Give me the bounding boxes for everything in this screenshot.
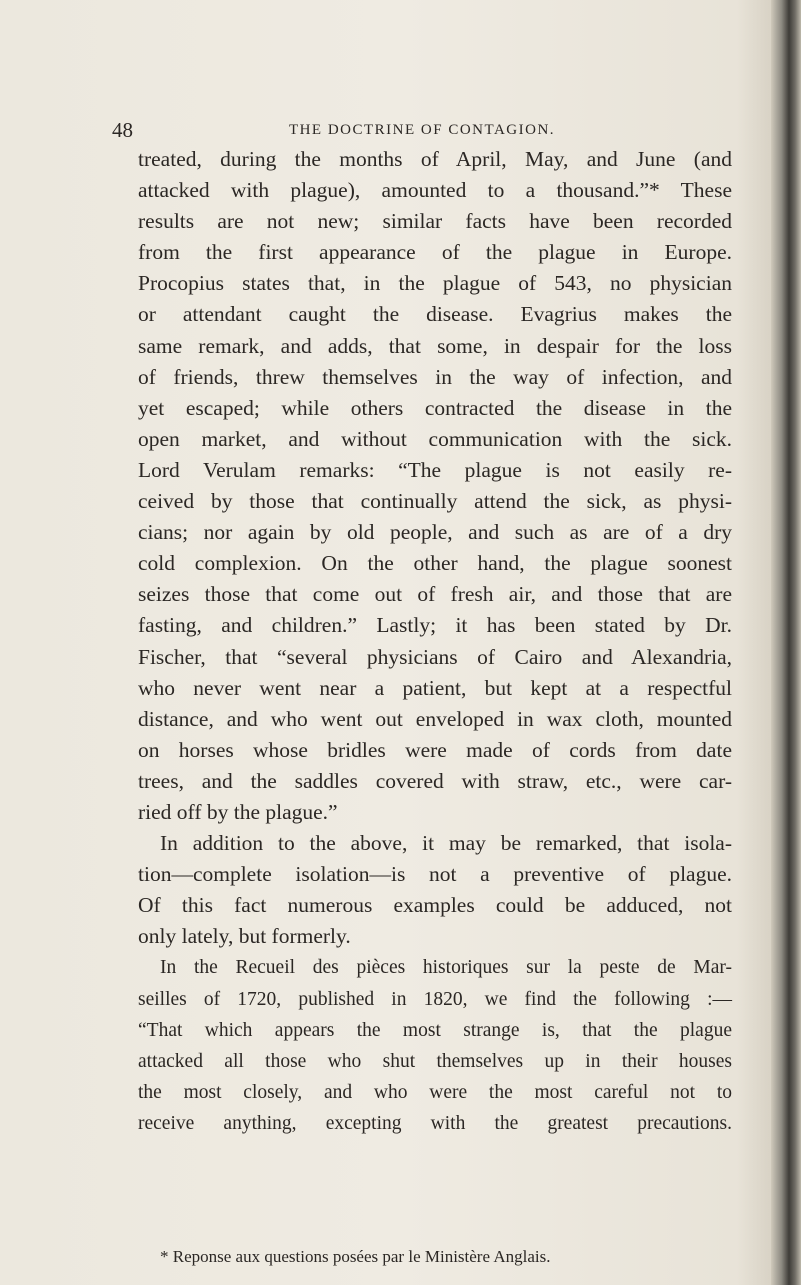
book-gutter (771, 0, 801, 1285)
text-line: who never went near a patient, but kept at a respectful (138, 675, 732, 700)
text-line: tion—complete isolation—is not a preventive of plague. (138, 862, 732, 887)
text-line: treated, during the months of April, May, and June (and (138, 147, 732, 171)
text-line: of friends, threw themselves in the way of infection, and (138, 364, 732, 389)
text-line: “That which appears the most strange is, that the plague (138, 1019, 732, 1041)
text-line: In the Recueil des pièces historiques sur la peste de Mar- (160, 957, 732, 979)
text-line: seilles of 1720, published in 1820, we find the following :— (138, 988, 732, 1010)
text-line: yet escaped; while others contracted the disease in the (138, 395, 732, 420)
page-number: 48 (112, 118, 133, 142)
text-line: from the first appearance of the plague in Europe. (138, 240, 732, 265)
text-line: Procopius states that, in the plague of 543, no physician (138, 271, 732, 296)
text-line: attacked all those who shut themselves up in their houses (138, 1050, 732, 1072)
text-line: seizes those that come out of fresh air, and those that are (138, 582, 732, 607)
text-line: results are not new; similar facts have been recorded (138, 209, 732, 234)
body-text (138, 144, 732, 1139)
text-line: Of this fact numerous examples could be adduced, not (138, 893, 732, 918)
text-line: Fischer, that “several physicians of Cairo and Alexandria, (138, 644, 732, 669)
text-line: attacked with plague), amounted to a thousand.”* These (138, 178, 732, 203)
text-line: ried off by the plague.” (138, 799, 338, 824)
text-line: same remark, and adds, that some, in despair for the loss (138, 333, 732, 358)
text-line: cians; nor again by old people, and such as are of a dry (138, 520, 732, 545)
text-line: on horses whose bridles were made of cords from date (138, 737, 732, 762)
text-line: fasting, and children.” Lastly; it has been stated by Dr. (138, 613, 732, 638)
page-header (112, 118, 732, 142)
text-line: cold complexion. On the other hand, the plague soonest (138, 551, 732, 576)
text-line: receive anything, excepting with the greatest precautions. (138, 1112, 732, 1134)
text-line: distance, and who went out enveloped in wax cloth, mounted (138, 706, 732, 731)
text-line: the most closely, and who were the most careful not to (138, 1081, 732, 1103)
text-line: ceived by those that continually attend the sick, as physi- (138, 489, 732, 514)
text-line: or attendant caught the disease. Evagrius makes the (138, 302, 732, 327)
text-line: Lord Verulam remarks: “The plague is not easily re- (138, 457, 732, 482)
text-line: only lately, but formerly. (138, 924, 351, 949)
text-line: In addition to the above, it may be remarked, that isola- (160, 831, 732, 856)
text-line: open market, and without communication with the sick. (138, 426, 732, 451)
footnote: * Reponse aux questions posées par le Ministère Anglais. (160, 1247, 551, 1266)
text-line: trees, and the saddles covered with straw, etc., were car- (138, 768, 732, 793)
running-head: THE DOCTRINE OF CONTAGION. (288, 122, 556, 138)
